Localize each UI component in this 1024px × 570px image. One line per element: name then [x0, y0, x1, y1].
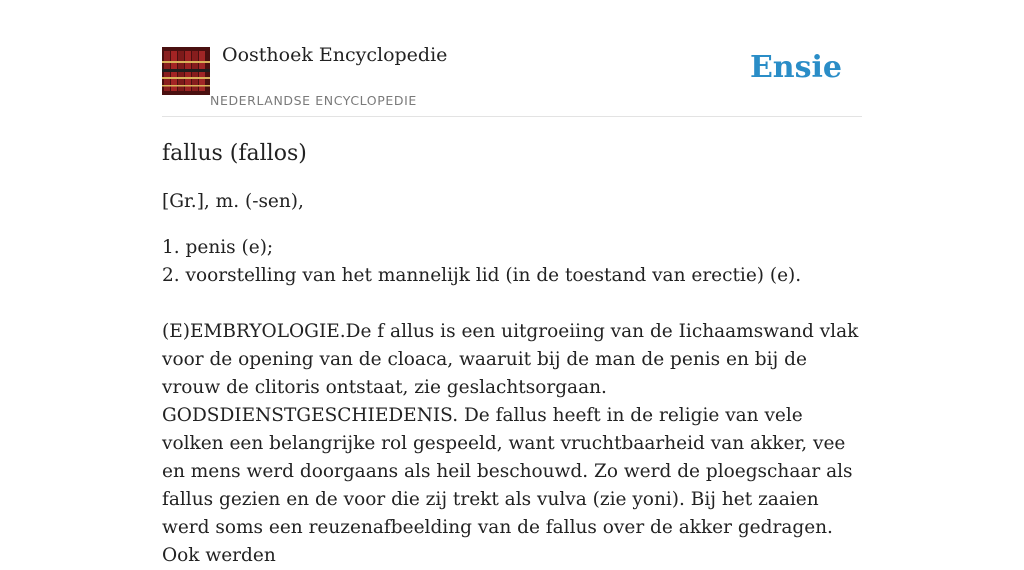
definition-list: [162, 234, 867, 290]
definition-item: 2. voorstelling van het mannelijk lid (in de toestand van erectie) (e).: [162, 265, 802, 286]
definition-item: 1. penis (e);: [162, 237, 274, 258]
site-header: [162, 0, 862, 117]
entry-body-text: (E)EMBRYOLOGIE.De f allus is een uitgroeiing van de Iichaamswand vlak voor de opening van de cloaca, waaruit bij de man de penis en bij de vrouw de clitoris ontstaat, zie geslachtsorgaan. GODSDIENSTGESCHIEDENIS. De fallus heeft in de religie van vele volken een belangrijke rol gespeeld, want vruchtbaarheid van akker, vee en mens werd doorgaans als heil beschouwd. Zo werd de ploegschaar als fallus gezien en de voor die zij trekt als vulva (zie yoni). Bij het zaaien werd soms een reuzenafbeelding van de fallus over de akker gedragen. Ook werden: [162, 321, 859, 566]
ensie-brand-logo[interactable]: Ensie: [749, 50, 842, 85]
encyclopedia-books-icon[interactable]: [162, 47, 210, 95]
site-title-link[interactable]: Oosthoek Encyclopedie: [222, 44, 448, 66]
site-subtitle: NEDERLANDSE ENCYCLOPEDIE: [210, 93, 417, 108]
entry-grammar: [Gr.], m. (-sen),: [162, 191, 304, 212]
entry-content: [162, 138, 867, 570]
entry-title: fallus (fallos): [162, 141, 307, 166]
